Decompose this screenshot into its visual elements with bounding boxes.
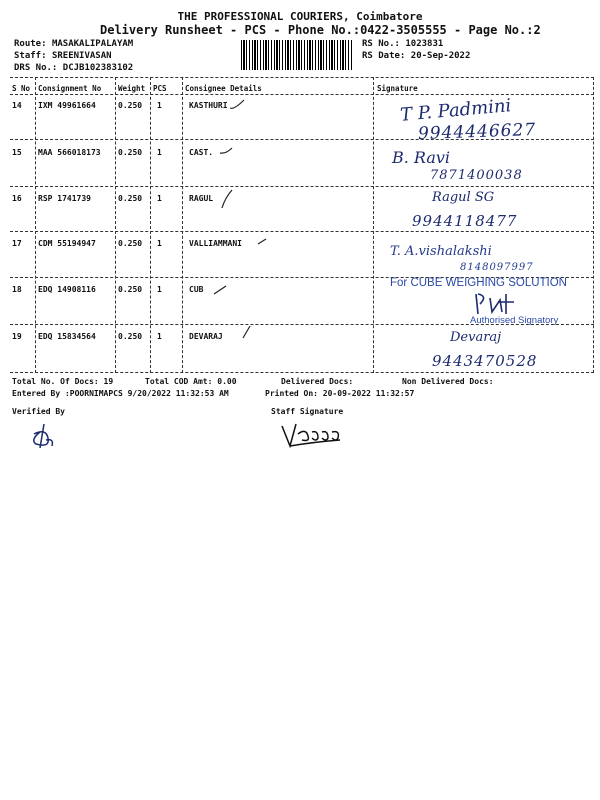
rs-no-line <box>362 39 443 49</box>
cell-pcs: 1 <box>157 239 162 248</box>
rs-no-value: 1023831 <box>405 39 444 49</box>
cell-consignee: KASTHURI <box>189 101 228 110</box>
runsheet-subtitle: Delivery Runsheet - PCS - Phone No.:0422-3505555 - Page No.:2 <box>100 23 541 37</box>
cell-pcs: 1 <box>157 285 162 294</box>
verified-by-label: Verified By <box>12 407 65 416</box>
signature-row-19: Devaraj <box>450 330 502 345</box>
column-divider <box>115 77 116 373</box>
tick-mark <box>212 284 228 296</box>
drs-label: DRS No.: <box>14 63 58 73</box>
total-cod: Total COD Amt: 0.00 <box>145 377 237 386</box>
tick-mark <box>218 145 238 157</box>
verifier-signature <box>26 420 60 454</box>
tick-mark <box>256 236 268 246</box>
rs-date-value: 20-Sep-2022 <box>410 51 471 61</box>
cell-pcs: 1 <box>157 332 162 341</box>
signature-row-17: T. A.vishalakshi <box>390 244 492 259</box>
col-sno-header: S No <box>12 84 31 93</box>
cell-consignment: CDM 55194947 <box>38 239 96 248</box>
table-bottom-rule <box>10 372 594 373</box>
authorised-signatory: Authorised Signatory <box>470 315 559 326</box>
staff-value: SREENIVASAN <box>51 51 112 61</box>
cell-weight: 0.250 <box>118 148 143 157</box>
column-divider <box>150 77 151 373</box>
cell-sno: 14 <box>12 101 22 110</box>
cell-consignee: DEVARAJ <box>189 332 223 341</box>
cell-weight: 0.250 <box>118 101 143 110</box>
staff-label: Staff: <box>14 51 47 61</box>
rs-no-label: RS No.: <box>362 39 400 49</box>
phone-row-14: 9944446627 <box>417 119 537 145</box>
route-value: MASAKALIPALAYAM <box>51 39 134 49</box>
table-top-rule <box>10 77 594 78</box>
cell-consignment: IXM 49961664 <box>38 101 96 110</box>
rs-date-line <box>362 51 470 61</box>
cell-weight: 0.250 <box>118 194 143 203</box>
cell-consignment: EDQ 15834564 <box>38 332 96 341</box>
route-line <box>14 39 133 49</box>
printed-on: Printed On: 20-09-2022 11:32:57 <box>265 389 415 398</box>
cell-consignee: CUB <box>189 285 204 294</box>
cell-consignee: RAGUL <box>189 194 214 203</box>
cell-weight: 0.250 <box>118 285 143 294</box>
rs-date-label: RS Date: <box>362 51 406 61</box>
tick-mark <box>240 324 254 340</box>
phone-row-16: 9944118477 <box>412 212 518 230</box>
staff-line <box>14 51 112 61</box>
entered-by: Entered By :POORNIMAPCS 9/20/2022 11:32:53 AM <box>12 389 229 398</box>
cell-sno: 16 <box>12 194 22 203</box>
col-weight-header: Weight <box>118 84 146 93</box>
company-stamp-text: For CUBE WEIGHING SOLUTION <box>390 277 567 289</box>
col-consignment-header: Consignment No <box>38 84 102 93</box>
cell-consignment: RSP 1741739 <box>38 194 91 203</box>
non-delivered-docs: Non Delivered Docs: <box>402 377 494 386</box>
cell-consignment: MAA 566018173 <box>38 148 101 157</box>
company-title: THE PROFESSIONAL COURIERS, Coimbatore <box>177 10 423 23</box>
phone-row-17: 8148097997 <box>460 262 534 273</box>
column-divider <box>35 77 36 373</box>
route-label: Route: <box>14 39 47 49</box>
total-docs: Total No. Of Docs: 19 <box>12 377 114 386</box>
cell-sno: 17 <box>12 239 22 248</box>
signature-row-14: T P. Padmini <box>399 95 513 126</box>
row-divider <box>10 231 594 232</box>
cell-weight: 0.250 <box>118 239 143 248</box>
signature-row-15: B. Ravi <box>392 148 451 167</box>
drs-line <box>14 63 133 73</box>
staff-signature-label: Staff Signature <box>271 407 344 416</box>
row-divider <box>10 186 594 187</box>
staff-handwritten-signature <box>278 418 344 450</box>
col-pcs-header: PCS <box>153 84 167 93</box>
cell-consignee: VALLIAMMANI <box>189 239 242 248</box>
tick-mark <box>220 188 234 210</box>
drs-value: DCJB102383102 <box>62 63 134 73</box>
cell-consignment: EDQ 14908116 <box>38 285 96 294</box>
phone-row-15: 7871400038 <box>430 168 523 183</box>
cell-sno: 19 <box>12 332 22 341</box>
cell-pcs: 1 <box>157 148 162 157</box>
barcode <box>241 40 353 70</box>
signature-row-16: Ragul SG <box>432 190 495 205</box>
col-consignee-header: Consignee Details <box>185 84 262 93</box>
cell-sno: 15 <box>12 148 22 157</box>
cell-weight: 0.250 <box>118 332 143 341</box>
tick-mark <box>228 98 248 112</box>
cell-pcs: 1 <box>157 194 162 203</box>
col-signature-header: Signature <box>377 84 418 93</box>
phone-row-19: 9443470528 <box>432 352 538 370</box>
column-divider <box>182 77 183 373</box>
delivered-docs: Delivered Docs: <box>281 377 354 386</box>
column-divider <box>593 77 594 373</box>
column-divider <box>373 77 374 373</box>
stamp-signature <box>472 290 517 318</box>
cell-sno: 18 <box>12 285 22 294</box>
cell-consignee: CAST. <box>189 148 214 157</box>
cell-pcs: 1 <box>157 101 162 110</box>
